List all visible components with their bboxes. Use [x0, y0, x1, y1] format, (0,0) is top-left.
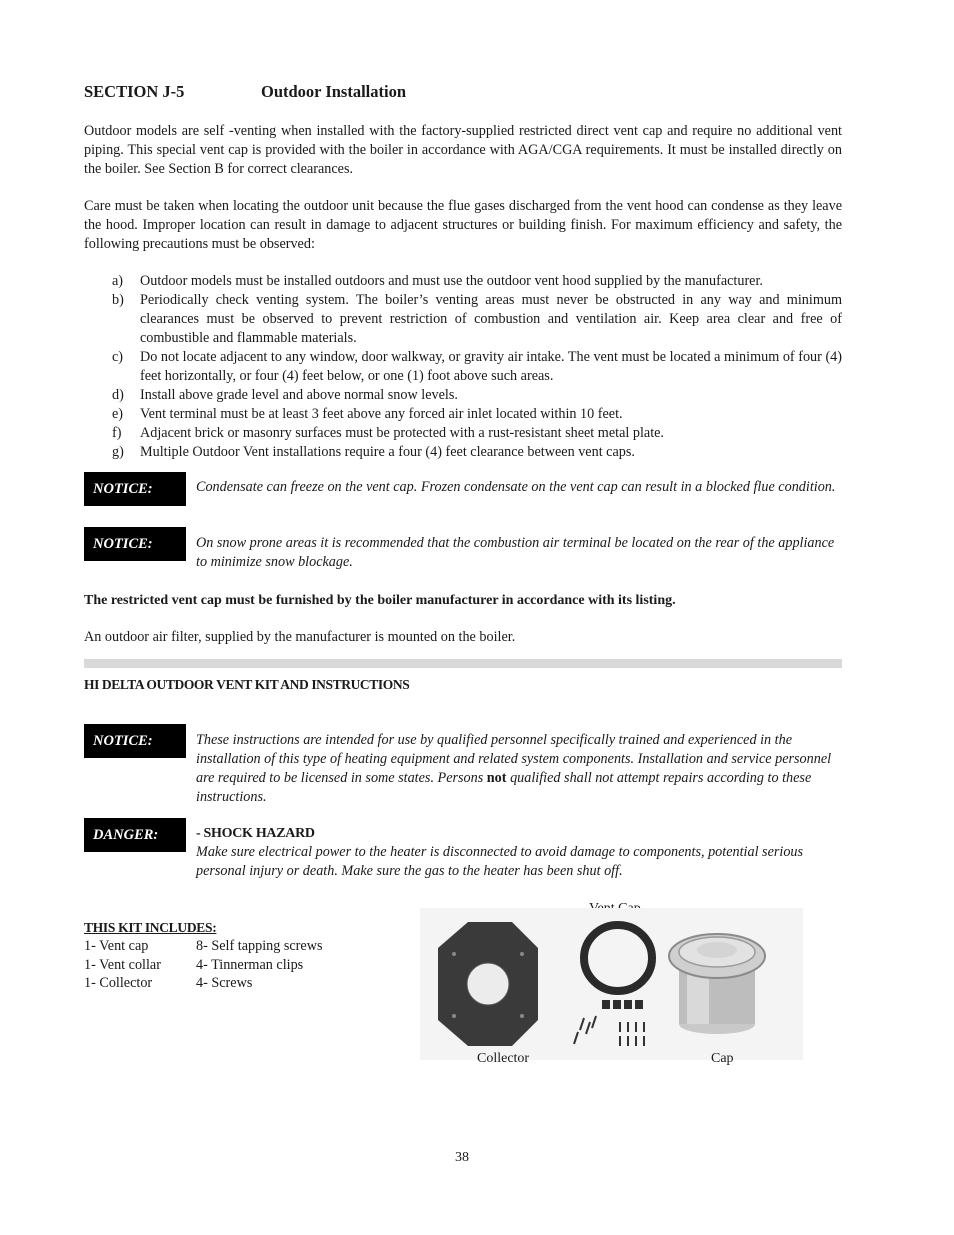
kit-item: 1- Collector — [84, 975, 153, 991]
page-number: 38 — [455, 1150, 469, 1165]
section-heading — [84, 82, 407, 101]
list-letter: d) — [112, 387, 124, 403]
list-letter: c) — [112, 349, 124, 365]
vent-cap-icon — [669, 934, 765, 1034]
list-item — [84, 386, 842, 405]
precautions-list — [84, 272, 842, 462]
danger-text: Make sure electrical power to the heater is disconnected to avoid damage to components, potential serious personal injury or death. Make sure the gas to the heater has been shut off. — [196, 844, 804, 879]
list-text: Periodically check venting system. The boiler’s venting areas must never be obstructed in any way and minimum clearances must be observed to prevent restriction of combustion and ventilation air. Keep area clear and free of combustible and flammable materials. — [140, 292, 842, 346]
list-letter: f) — [112, 425, 122, 441]
kit-heading: HI DELTA OUTDOOR VENT KIT AND INSTRUCTIONS — [84, 677, 410, 692]
notice-text-part: qualified shall not attempt repairs according to these instructions. — [196, 770, 812, 805]
section-title: Outdoor Installation — [261, 82, 407, 101]
list-item — [84, 424, 842, 443]
list-item — [84, 443, 842, 462]
list-letter: b) — [112, 292, 124, 308]
section-number: SECTION J-5 — [84, 82, 185, 101]
list-text: Outdoor models must be installed outdoors and must use the outdoor vent hood supplied by the manufacturer. — [140, 273, 763, 289]
notice-label-qualified: NOTICE: — [84, 724, 186, 758]
vent-cap-statement: The restricted vent cap must be furnished by the boiler manufacturer in accordance with its listing. — [84, 593, 676, 608]
notice-text-snow: On snow prone areas it is recommended that the combustion air terminal be located on the rear of the appliance to minimize snow blockage. — [196, 535, 835, 570]
kit-item: 1- Vent collar — [84, 957, 161, 973]
list-letter: g) — [112, 444, 124, 460]
list-letter: e) — [112, 406, 124, 422]
list-item — [84, 272, 842, 291]
list-text: Do not locate adjacent to any window, door walkway, or gravity air intake. The vent must be located a minimum of four (4) feet horizontally, or four (4) feet below, or one (1) foot above such areas. — [140, 349, 842, 384]
list-text: Install above grade level and above normal snow levels. — [140, 387, 458, 403]
vent-collar-icon — [584, 925, 652, 991]
kit-includes-list — [84, 937, 384, 997]
list-text: Adjacent brick or masonry surfaces must be protected with a rust-resistant sheet metal plate. — [140, 425, 664, 441]
kit-includes-title: THIS KIT INCLUDES: — [84, 920, 217, 935]
air-filter-statement: An outdoor air filter, supplied by the manufacturer is mounted on the boiler. — [84, 629, 516, 645]
danger-label: DANGER: — [84, 818, 186, 852]
list-text: Multiple Outdoor Vent installations require a four (4) feet clearance between vent caps. — [140, 444, 635, 460]
danger-title: - SHOCK HAZARD — [196, 826, 315, 841]
vent-kit-photo — [420, 908, 803, 1060]
section-divider — [84, 659, 842, 668]
list-item — [84, 291, 842, 348]
figure-label-cap: Cap — [711, 1051, 734, 1066]
list-item — [84, 348, 842, 386]
notice-label-snow: NOTICE: — [84, 527, 186, 561]
intro-paragraph: Outdoor models are self -venting when installed with the factory-supplied restricted direct vent cap and require no additional vent piping. This special vent cap is provided with the boiler in accordance with AGA/CGA requirements. It must be installed directly on the boiler. See Section B for correct clearances. — [84, 123, 842, 177]
kit-item: 4- Screws — [196, 975, 253, 991]
care-paragraph: Care must be taken when locating the outdoor unit because the flue gases discharged from the vent hood can condense as they leave the hood. Improper location can result in damage to adjacent structures or building finish. For maximum efficiency and safety, the following precautions must be observed: — [84, 198, 842, 252]
notice-text-part: These instructions are intended for use by qualified personnel specifically trained and experienced in the installation of this type of heating equipment and related system components. Installation and service personnel are required to be licensed in some states. Persons — [196, 732, 832, 786]
notice-emphasis: not — [486, 770, 507, 786]
kit-item: 1- Vent cap — [84, 938, 149, 954]
list-item — [84, 405, 842, 424]
figure-label-collector: Collector — [477, 1051, 530, 1066]
kit-item: 4- Tinnerman clips — [196, 957, 304, 973]
notice-text-freeze: Condensate can freeze on the vent cap. Frozen condensate on the vent cap can result in a blocked flue condition. — [196, 479, 836, 495]
list-text: Vent terminal must be at least 3 feet above any forced air inlet located within 10 feet. — [140, 406, 623, 422]
collector-plate-icon — [438, 922, 538, 1046]
notice-text-qualified — [196, 731, 842, 807]
notice-label-freeze: NOTICE: — [84, 472, 186, 506]
kit-item: 8- Self tapping screws — [196, 938, 323, 954]
list-letter: a) — [112, 273, 124, 289]
